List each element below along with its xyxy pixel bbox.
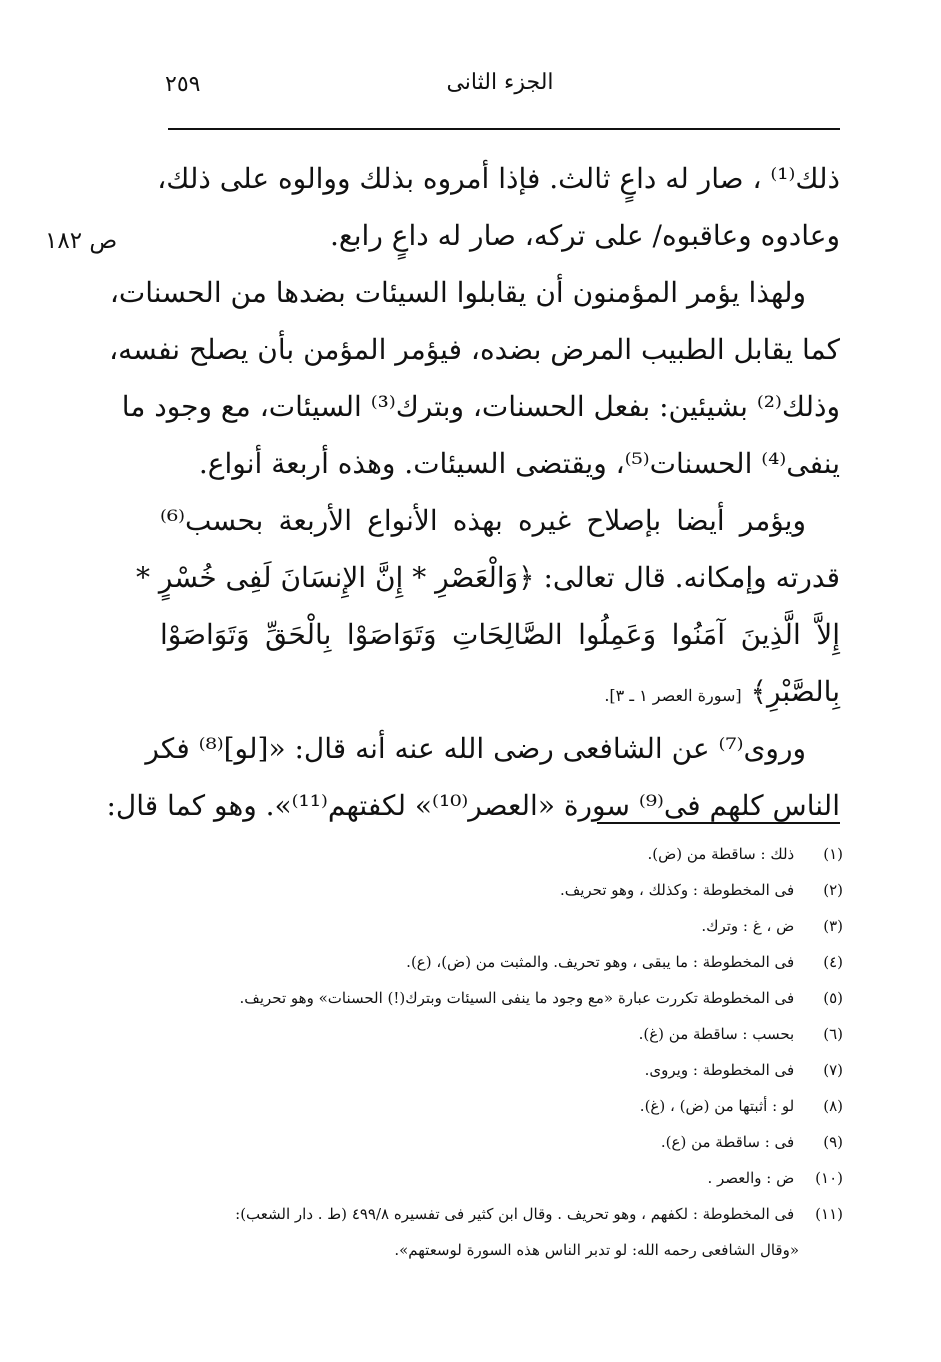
footnote-number: (١) — [823, 845, 843, 863]
footnote-rule — [597, 822, 840, 824]
quran-verse-end: بِالصَّبْرِ﴾ — [750, 675, 840, 708]
footnote-number: (٢) — [823, 881, 843, 899]
page-number: ٢٥٩ — [165, 72, 201, 97]
footnote-number: (٨) — [823, 1097, 843, 1115]
footnote-number: (٣) — [823, 917, 843, 935]
footnote-text: فى : ساقطة من (ع). — [660, 1133, 795, 1151]
footnote-text: فى المخطوطة : ويروى. — [644, 1061, 795, 1079]
text-line: وعادوه وعاقبوه/ على تركه، صار له داعٍ رابع. — [329, 219, 840, 252]
text-line: ينفى⁽⁴⁾ الحسنات⁽⁵⁾، ويقتضى السيئات. وهذه أربعة أنواع. — [198, 447, 840, 480]
footnote-number: (٧) — [823, 1061, 843, 1079]
footnote-number: (٩) — [823, 1133, 843, 1151]
text-line: الناس كلهم فى⁽⁹⁾ سورة «العصر⁽¹⁰⁾» لكفتهم⁽¹¹⁾». وهو كما قال: — [106, 789, 840, 822]
footnote-text: ض : والعصر . — [707, 1169, 795, 1187]
text-line: ولهذا يؤمر المؤمنون أن يقابلوا السيئات بضدها من الحسنات، — [109, 276, 806, 309]
footnote — [155, 872, 843, 908]
footnote — [155, 1016, 843, 1052]
text-line: وروى⁽⁷⁾ عن الشافعى رضى الله عنه أنه قال: «[لو]⁽⁸⁾ فكر — [145, 732, 806, 765]
footnote-text: لو : أثبتها من (ض) ، (غ). — [639, 1097, 795, 1115]
footnote-text: فى المخطوطة : ما يبقى ، وهو تحريف. والمثبت من (ض)، (ع). — [406, 953, 795, 971]
footnotes — [155, 836, 843, 1268]
footnote — [155, 1088, 843, 1124]
footnote-text: ض ، غ : وترك. — [701, 917, 795, 935]
quran-reference: [سورة العصر ١ ـ ٣]. — [604, 686, 742, 705]
footnote — [155, 1160, 843, 1196]
text-line: قدرته وإمكانه. قال تعالى: ﴿وَالْعَصْرِ * إِنَّ الإِنسَانَ لَفِى خُسْرٍ * — [135, 561, 840, 594]
footnote-text: فى المخطوطة : وكذلك ، وهو تحريف. — [559, 881, 795, 899]
text-line: وذلك⁽²⁾ بشيئين: بفعل الحسنات، وبترك⁽³⁾ السيئات، مع وجود ما — [121, 390, 840, 423]
footnote — [155, 908, 843, 944]
text-line: إِلاَّ الَّذِينَ آمَنُوا وَعَمِلُوا الصَّالِحَاتِ وَتَوَاصَوْا بِالْحَقِّ وَتَوَاصَوْا — [160, 618, 840, 651]
footnote — [155, 836, 843, 872]
header-rule — [168, 128, 840, 130]
footnote — [155, 980, 843, 1016]
text-line: ويؤمر أيضا بإصلاح غيره بهذه الأنواع الأربعة بحسب⁽⁶⁾ — [160, 504, 806, 537]
footnote-number: (١١) — [815, 1205, 843, 1223]
footnote — [155, 944, 843, 980]
main-text — [106, 150, 840, 834]
footnote-text: فى المخطوطة : لكفهم ، وهو تحريف . وقال ابن كثير فى تفسيره ٤٩٩/٨ (ط . دار الشعب): — [235, 1205, 795, 1223]
running-title: الجزء الثانى — [446, 70, 554, 95]
text-line: كما يقابل الطبيب المرض بضده، فيؤمر المؤمن بأن يصلح نفسه، — [109, 333, 840, 366]
footnote-text: ذلك : ساقطة من (ض). — [647, 845, 795, 863]
footnote-text: بحسب : ساقطة من (غ). — [638, 1025, 795, 1043]
footnote-number: (٥) — [823, 989, 843, 1007]
footnote-continuation: «وقال الشافعى رحمه الله: لو تدبر الناس هذه السورة لوسعتهم». — [394, 1241, 799, 1259]
footnote-number: (٦) — [823, 1025, 843, 1043]
text-line: ذلك⁽¹⁾ ، صار له داعٍ ثالث. فإذا أمروه بذلك ووالوه على ذلك، — [157, 162, 840, 195]
text-line — [160, 663, 840, 720]
footnote-text: فى المخطوطة تكررت عبارة «مع وجود ما ينفى السيئات وبترك(!) الحسنات» وهو تحريف. — [239, 989, 795, 1007]
footnote-number: (١٠) — [815, 1169, 843, 1187]
footnote — [155, 1124, 843, 1160]
footnote — [155, 1196, 843, 1232]
footnote — [155, 1052, 843, 1088]
footnote-number: (٤) — [823, 953, 843, 971]
margin-page-reference: ص ١٨٢ — [45, 228, 118, 254]
